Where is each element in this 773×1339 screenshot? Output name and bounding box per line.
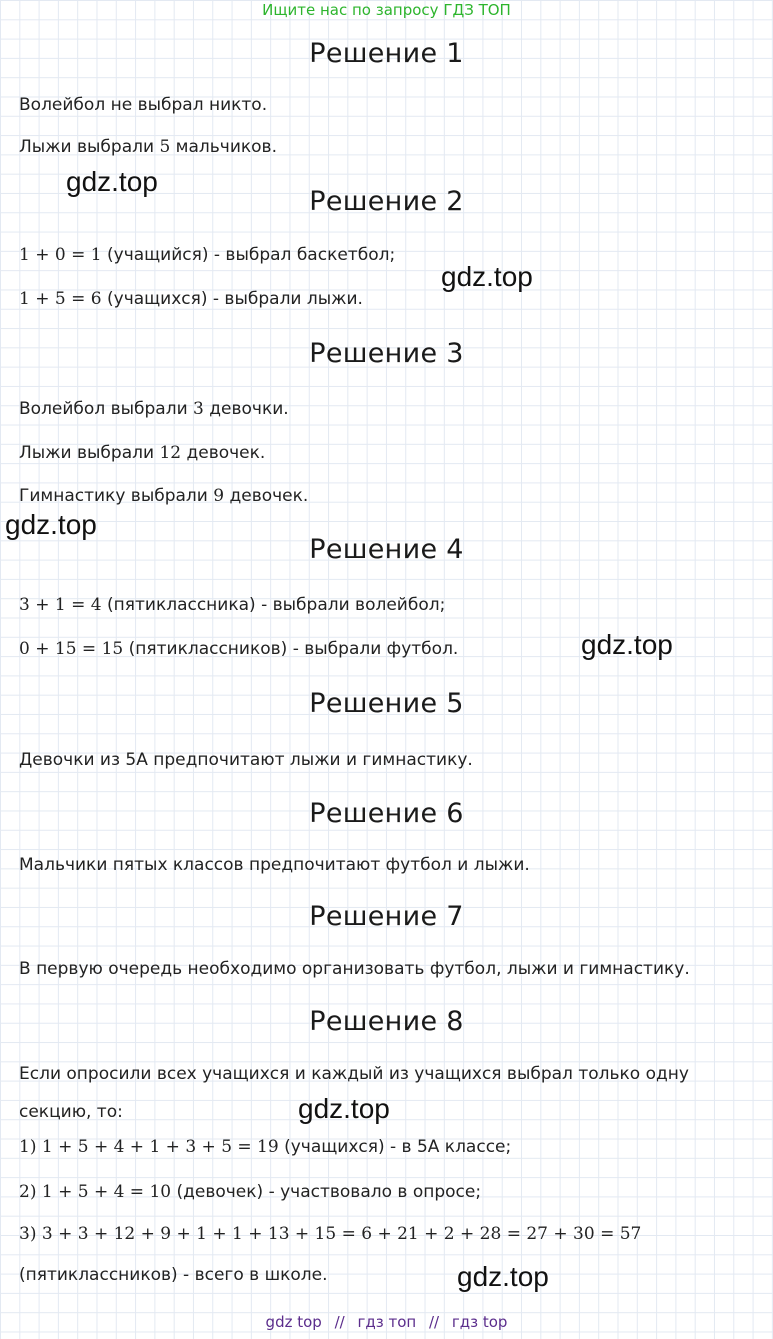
footer-link-gdz-top[interactable]: gdz top	[265, 1313, 322, 1331]
solution-2-line-2: 1 + 5 = 6 (учащихся) - выбрали лыжи.	[19, 289, 363, 309]
footer-links	[0, 1313, 773, 1331]
solution-5-heading: Решение 5	[309, 688, 464, 719]
solution-1-line-2: Лыжи выбрали 5 мальчиков.	[19, 137, 277, 157]
watermark: gdz.top	[441, 261, 533, 292]
solution-3-heading: Решение 3	[309, 338, 464, 369]
solution-2-line-1: 1 + 0 = 1 (учащийся) - выбрал баскетбол;	[19, 245, 396, 265]
footer-link-gdz-top-ru[interactable]: гдз топ	[357, 1313, 417, 1331]
watermark: gdz.top	[66, 166, 158, 197]
solution-4-line-2: 0 + 15 = 15 (пятиклассников) - выбрали футбол.	[19, 639, 459, 659]
solution-3-line-2: Лыжи выбрали 12 девочек.	[19, 443, 266, 463]
solution-8-line-5: 3) 3 + 3 + 12 + 9 + 1 + 1 + 13 + 15 = 6 + 21 + 2 + 28 = 27 + 30 = 57	[19, 1224, 642, 1244]
solution-2-heading: Решение 2	[309, 186, 464, 217]
solution-8-line-3: 1) 1 + 5 + 4 + 1 + 3 + 5 = 19 (учащихся) - в 5А классе;	[19, 1137, 512, 1157]
solution-7-heading: Решение 7	[309, 901, 464, 932]
footer-link-gdz-top-mixed[interactable]: гдз top	[451, 1313, 508, 1331]
footer-separator: //	[334, 1313, 345, 1331]
watermark: gdz.top	[457, 1261, 549, 1292]
top-banner[interactable]: Ищите нас по запросу ГДЗ ТОП	[262, 1, 511, 19]
solution-3-line-3: Гимнастику выбрали 9 девочек.	[19, 486, 309, 506]
solution-8-line-6: (пятиклассников) - всего в школе.	[19, 1265, 328, 1285]
solution-8-heading: Решение 8	[309, 1006, 464, 1037]
solution-5-line-1: Девочки из 5А предпочитают лыжи и гимнастику.	[19, 750, 473, 770]
solution-4-line-1: 3 + 1 = 4 (пятиклассника) - выбрали волейбол;	[19, 595, 446, 615]
solution-1-line-1: Волейбол не выбрал никто.	[19, 95, 268, 115]
solution-6-line-1: Мальчики пятых классов предпочитают футбол и лыжи.	[19, 855, 530, 875]
solution-8-line-4: 2) 1 + 5 + 4 = 10 (девочек) - участвовало в опросе;	[19, 1182, 482, 1202]
watermark: gdz.top	[298, 1093, 390, 1124]
solution-6-heading: Решение 6	[309, 798, 464, 829]
watermark: gdz.top	[581, 629, 673, 660]
solution-3-line-1: Волейбол выбрали 3 девочки.	[19, 399, 289, 419]
watermark: gdz.top	[5, 509, 97, 540]
footer-separator: //	[428, 1313, 440, 1331]
solution-8-line-2: секцию, то:	[19, 1102, 123, 1122]
solution-8-line-1: Если опросили всех учащихся и каждый из учащихся выбрал только одну	[19, 1064, 689, 1084]
solution-7-line-1: В первую очередь необходимо организовать футбол, лыжи и гимнастику.	[19, 959, 690, 979]
solution-4-heading: Решение 4	[309, 534, 464, 565]
solution-1-heading: Решение 1	[309, 38, 464, 69]
